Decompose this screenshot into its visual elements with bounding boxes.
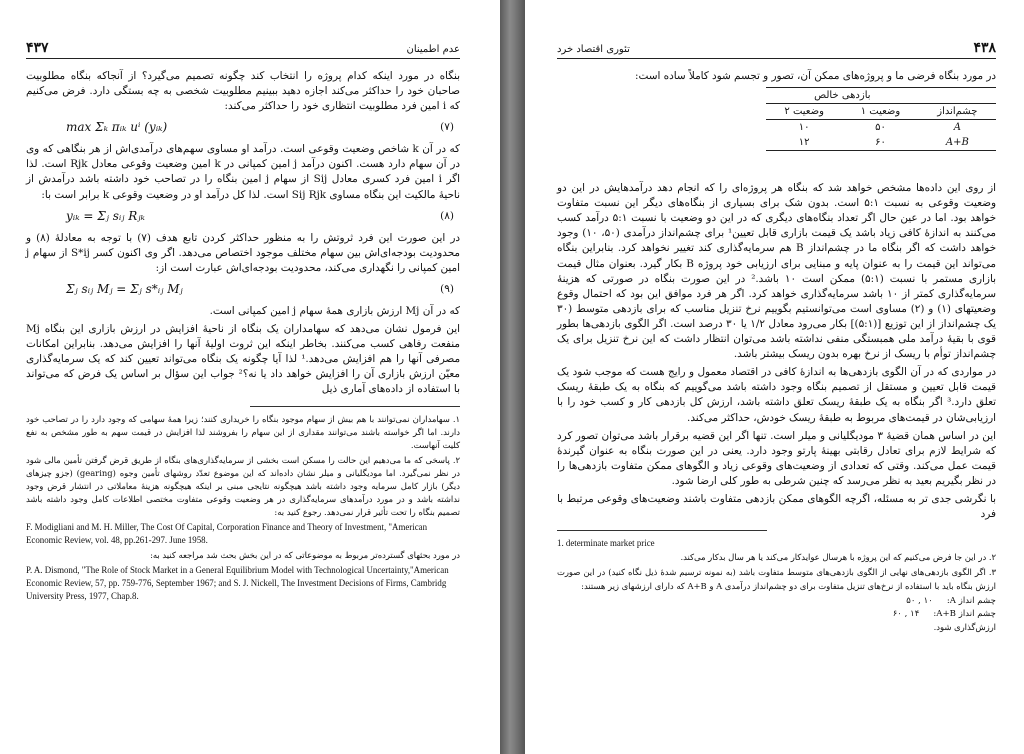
footnote: در مورد بحثهای گسترده‌تر مربوط به موضوعاتی که در این بخش بحث شد مراجعه کنید به: (150, 549, 460, 560)
table-group-header: بازدهی خالص (766, 88, 919, 104)
footnote: 1. determinate market price (557, 538, 655, 549)
footnote-value: ۱۰ , ۵۰ (906, 595, 933, 606)
footnote-divider (250, 406, 460, 407)
equation-expression: max Σₖ πᵢₖ uⁱ (yᵢₖ) (66, 120, 168, 135)
equation-number: (۹) (440, 282, 454, 295)
running-head (557, 40, 996, 59)
table-row (766, 120, 996, 136)
reference: P. A. Dismond, "The Role of Stock Market in a General Equilibrium Model with Technological Uncertainty,"American Economic Review, 57, pp. 759-776, September 1967; and S. J. Nickell, The Investment Decisions of Firms, Cambridg University Press, 1977, Chap.8. (26, 564, 449, 602)
equation-expression: Σⱼ sᵢⱼ Mⱼ = Σⱼ s*ᵢⱼ Mⱼ (66, 281, 183, 296)
footnote-divider (557, 530, 767, 531)
paragraph: این در اساس همان قضیهٔ ۳ مودیگلیانی و میلر است. تنها اگر این قضیه برقرار باشد می‌توان تصور کرد که شرایط لازم برای تعادل رقابتی بهینهٔ پارتو وجود دارد. یعنی در این صورت بنگاه به عنوان گیرندهٔ قیمت عمل می‌کند. وقتی که تعدادی از وضعیت‌های وقوعی زیاد و الگوهای ممکن متفاوت بازدهی‌ها را در نظر بگیریم بعید به نظر می‌رسد که چنین شرطی به طور کلی ارضا شود. (557, 429, 996, 487)
table-cell: A (953, 122, 961, 134)
equation-9 (26, 282, 460, 296)
equation-expression: yᵢₖ = Σⱼ sᵢⱼ Rⱼₖ (66, 208, 145, 223)
footnote-value-label: چشم انداز A+B: (933, 608, 996, 619)
equation-8 (26, 209, 460, 223)
table-cell: ۱۲ (766, 135, 842, 151)
footnote-value-row (557, 595, 996, 608)
footnote: ۲. در این جا فرض می‌کنیم که این پروژه با هرسال عوایدکار می‌کند یا هر سال بدکار می‌کند. (680, 552, 996, 563)
page-number: ۴۳۷ (26, 40, 49, 56)
footnote-value-row (557, 608, 996, 621)
equation-number: (۸) (440, 209, 454, 222)
paragraph: از روی این داده‌ها مشخص خواهد شد که بنگاه هر پروژه‌ای را که انجام دهد درآمدهایش در این دو وضعیت وقوعی به نسبت ۵:۱ است. بدون شک برای بسیاری از بنگاه‌های دیگر این نسبت متفاوت خواهد بود. اما در عین حال اگر تعداد بنگاه‌های دیگری که در این دو وضعیت با نسبت ۵:۱ درآمد کسب می‌کنند به اندازهٔ کافی زیاد باشد یک قیمت بازاری قابل تعیین¹ برای چشم‌انداز درآمدی (۵۰، ۱۰) وجود خواهد داشت که اگر بنگاه ما در چشم‌انداز B هم سرمایه‌گذاری کند تغییر نخواهد کرد. بنابراین بنگاه می‌تواند این قیمت را به عنوان پایه و مبنایی برای ارزیابی خود پروژه B بکار گیرد. بعنوان مثال قیمت بازاری مستمر با نسبت (۵:۱) ممکن است ۱۰ باشد.² در این صورت بنگاه در صورتی که هزینهٔ سرمایه‌گذاری کمتر از ۱۰ باشد سرمایه‌گذاری خواهد کرد. اگر هر فرد موافق این بود که احتمال وقوع وضعیتهای (۱) و (۲) مساوی است می‌توانستیم بگوییم نرخ تنزیل مناسب که برای بازدهی متوسط (۳۰ یک چشم‌انداز از این توزیع [(۵:۱)] بکار می‌رود معادل ۱/۲ یا ۳۰ درصد است. اگر الگوی بازدهی‌ها بطور قوی با بقیهٔ درآمد ملی همبستگی منفی نداشته باشد می‌توان انتظار داشت که این نرخ تنزیل برای یک چشم‌انداز توأم با ریسک از نرخ بهره بدون ریسک بیشتر باشد. (557, 182, 997, 361)
table-header-empty (919, 88, 996, 104)
footnote-value: ۱۴ , ۶۰ (892, 608, 920, 619)
paragraph: که در آن k شاخص وضعیت وقوعی است. درآمد او مساوی سهم‌های درآمدی‌اش از هر بنگاهی که وی در آن سهام دارد هست. اکنون درآمد j امین کمپانی در k امین وضعیت وقوعی معادل Rjk است. لذا اگر i امین فرد کسری معادل Sij از سهام j امین بنگاه را در تصاحب خود داشته باشد درآمدش از ناحیهٔ مالکیت این بنگاه مساوی Sij Rjk است. لذا کل درآمد او در وضعیت وقوعی k برابر است با: (26, 143, 461, 201)
header-title: عدم اطمینان (406, 44, 460, 55)
table-header: وضعیت ۲ (766, 104, 842, 120)
reference: F. Modigliani and M. H. Miller, The Cost Of Capital, Corporation Finance and Theory of Investment, "American Economic Review, vol. 48, pp.261-297. June 1958. (26, 522, 428, 546)
paragraph: در مواردی که در آن الگوی بازدهی‌ها به اندازهٔ کافی در اقتصاد معمول و رایج هست که موجب شود یک قیمت قابل تعیین و مستقل از تصمیم بنگاه وجود داشته باشد می‌گوییم که بنگاه به یک طبقهٔ ریسک تعلق دارد.³ اگر بنگاه به یک طبقهٔ ریسک تعلق داشته باشد، ارزش کل بازدهی کار و کسب خود را با ارزیابی‌شان در قیمت‌های مربوط به طبقهٔ ریسک خودش، حداکثر می‌کند. (557, 366, 997, 424)
page-number: ۴۳۸ (973, 40, 996, 56)
table-header: وضعیت ۱ (842, 104, 918, 120)
paragraph: در این صورت این فرد ثروتش را به منظور حداکثر کردن تابع هدف (۷) با توجه به معادلهٔ (۸) و محدودیت بودجه‌ای‌اش بین سهام مختلف موجود اختصاص می‌دهد. اگر وی اکنون کسر S*ij از سهام j امین کمپانی را نگهداری می‌کند، محدودیت بودجه‌ای‌اش عبارت است از: (26, 231, 460, 274)
equation-number: (۷) (440, 121, 454, 134)
table-cell: ۶۰ (842, 135, 918, 151)
paragraph: بنگاه در مورد اینکه کدام پروژه را انتخاب کند چگونه تصمیم می‌گیرد؟ از آنجاکه بنگاه مطلوبیت صاحبان خود را حداکثر می‌کند اجازه دهید ببینیم مطلوبیت شخصی به چه بستگی دارد. فرض می‌کنیم که i امین فرد مطلوبیت انتظاری خود را حداکثر می‌کند: (26, 70, 460, 113)
right-page (525, 0, 1024, 754)
footnote-values (557, 595, 996, 621)
footnote-value-label: چشم انداز A: (946, 595, 996, 606)
footnote: ارزش‌گذاری شود. (933, 621, 996, 632)
table-cell: ۱۰ (798, 122, 810, 134)
paragraph: این فرمول نشان می‌دهد که سهامداران یک بنگاه از ناحیهٔ افزایش در ارزش بازاری این بنگاه Mj منفعت رفاهی کسب می‌کنند. بخاطر اینکه این ثروت اولیهٔ آنها را افزایش می‌دهد. بنابراین امکانات مصرفی آنها را هم افزایش می‌دهد.¹ لذا آیا چگونه یک بنگاه می‌تواند تعیین کند که یک سرمایه‌گذاری معیّن ارزش بازاری آن را افزایش خواهد داد یا نه؟² جواب این سؤال بر اساس یک فرض که می‌تواند با استفاده از داده‌های آماری ذیل (26, 323, 461, 396)
footnote: ۱. سهامداران نمی‌توانند با هم بیش از سهام موجود بنگاه را خریداری کنند؛ زیرا همهٔ سهامی که وجود دارد را در تصاحب خود دارند. اما اگر خواسته باشند می‌توانند مقداری از این سهام را بفروشند لذا افزایش در قیمت سهم به طور مشخص به نفع کلیت آنهاست. (26, 413, 460, 450)
payoff-table (766, 87, 996, 151)
header-title: تئوری اقتصاد خرد (557, 44, 630, 55)
paragraph: که در آن Mj ارزش بازاری همهٔ سهام j امین کمپانی است. (209, 304, 460, 317)
footnote: ۲. پاسخی که ما می‌دهیم این حالت را مسکن است بخشی از سرمایه‌گذاری‌های بنگاه از طریق قرض گرفتن تأمین مالی شود در نظر نمی‌گیرد. اما مودیگلیانی و میلر نشان داده‌اند که این موضوع تعدّد روشهای تأمین وجوه (gearing) (جزو چیزهای دیگر) بازار کامل سرمایه وجود داشته باشد هیچگونه نتایجی مبنی بر اینکه هیچگونه هزینهٔ معاملاتی در انتشار قرض وجود نداشته باشد و در مورد درآمدهای سرمایه‌گذاری در هر وضعیت وقوعی متفاوت مختصی اطلاعات کامل وجود داشته باشد تصمیم بنگاه را تحت تأثیر قرار نمی‌دهد. رجوع کنید به: (26, 454, 460, 518)
book-gutter (500, 0, 525, 754)
table-cell: ۵۰ (875, 122, 886, 134)
running-head (26, 40, 460, 59)
table-row (766, 135, 996, 151)
table-cell: A+B (919, 135, 996, 151)
paragraph: با نگرشی جدی تر به مسئله، اگرچه الگوهای ممکن بازدهی متفاوت باشند وضعیت‌های وقوعی مرتبط با فرد (557, 492, 996, 521)
table-header: چشم‌انداز (919, 104, 996, 120)
paragraph: در مورد بنگاه فرضی ما و پروژه‌های ممکن آن، تصور و تجسم شود کاملاً ساده است: (635, 70, 996, 82)
left-page (0, 0, 500, 754)
equation-7 (26, 120, 460, 134)
footnote: ۳. اگر الگوی بازدهی‌های نهایی از الگوی بازدهی‌های متوسط متفاوت باشد (به نمونه ترسیم شدهٔ ذیل نگاه کنید) در این صورت ارزش بنگاه باید با استفاده از نرخ‌های تنزیل متفاوت برای دو چشم‌انداز درآمدی A و A+B که دارای ارزشهای زیر هستند: (557, 567, 996, 591)
